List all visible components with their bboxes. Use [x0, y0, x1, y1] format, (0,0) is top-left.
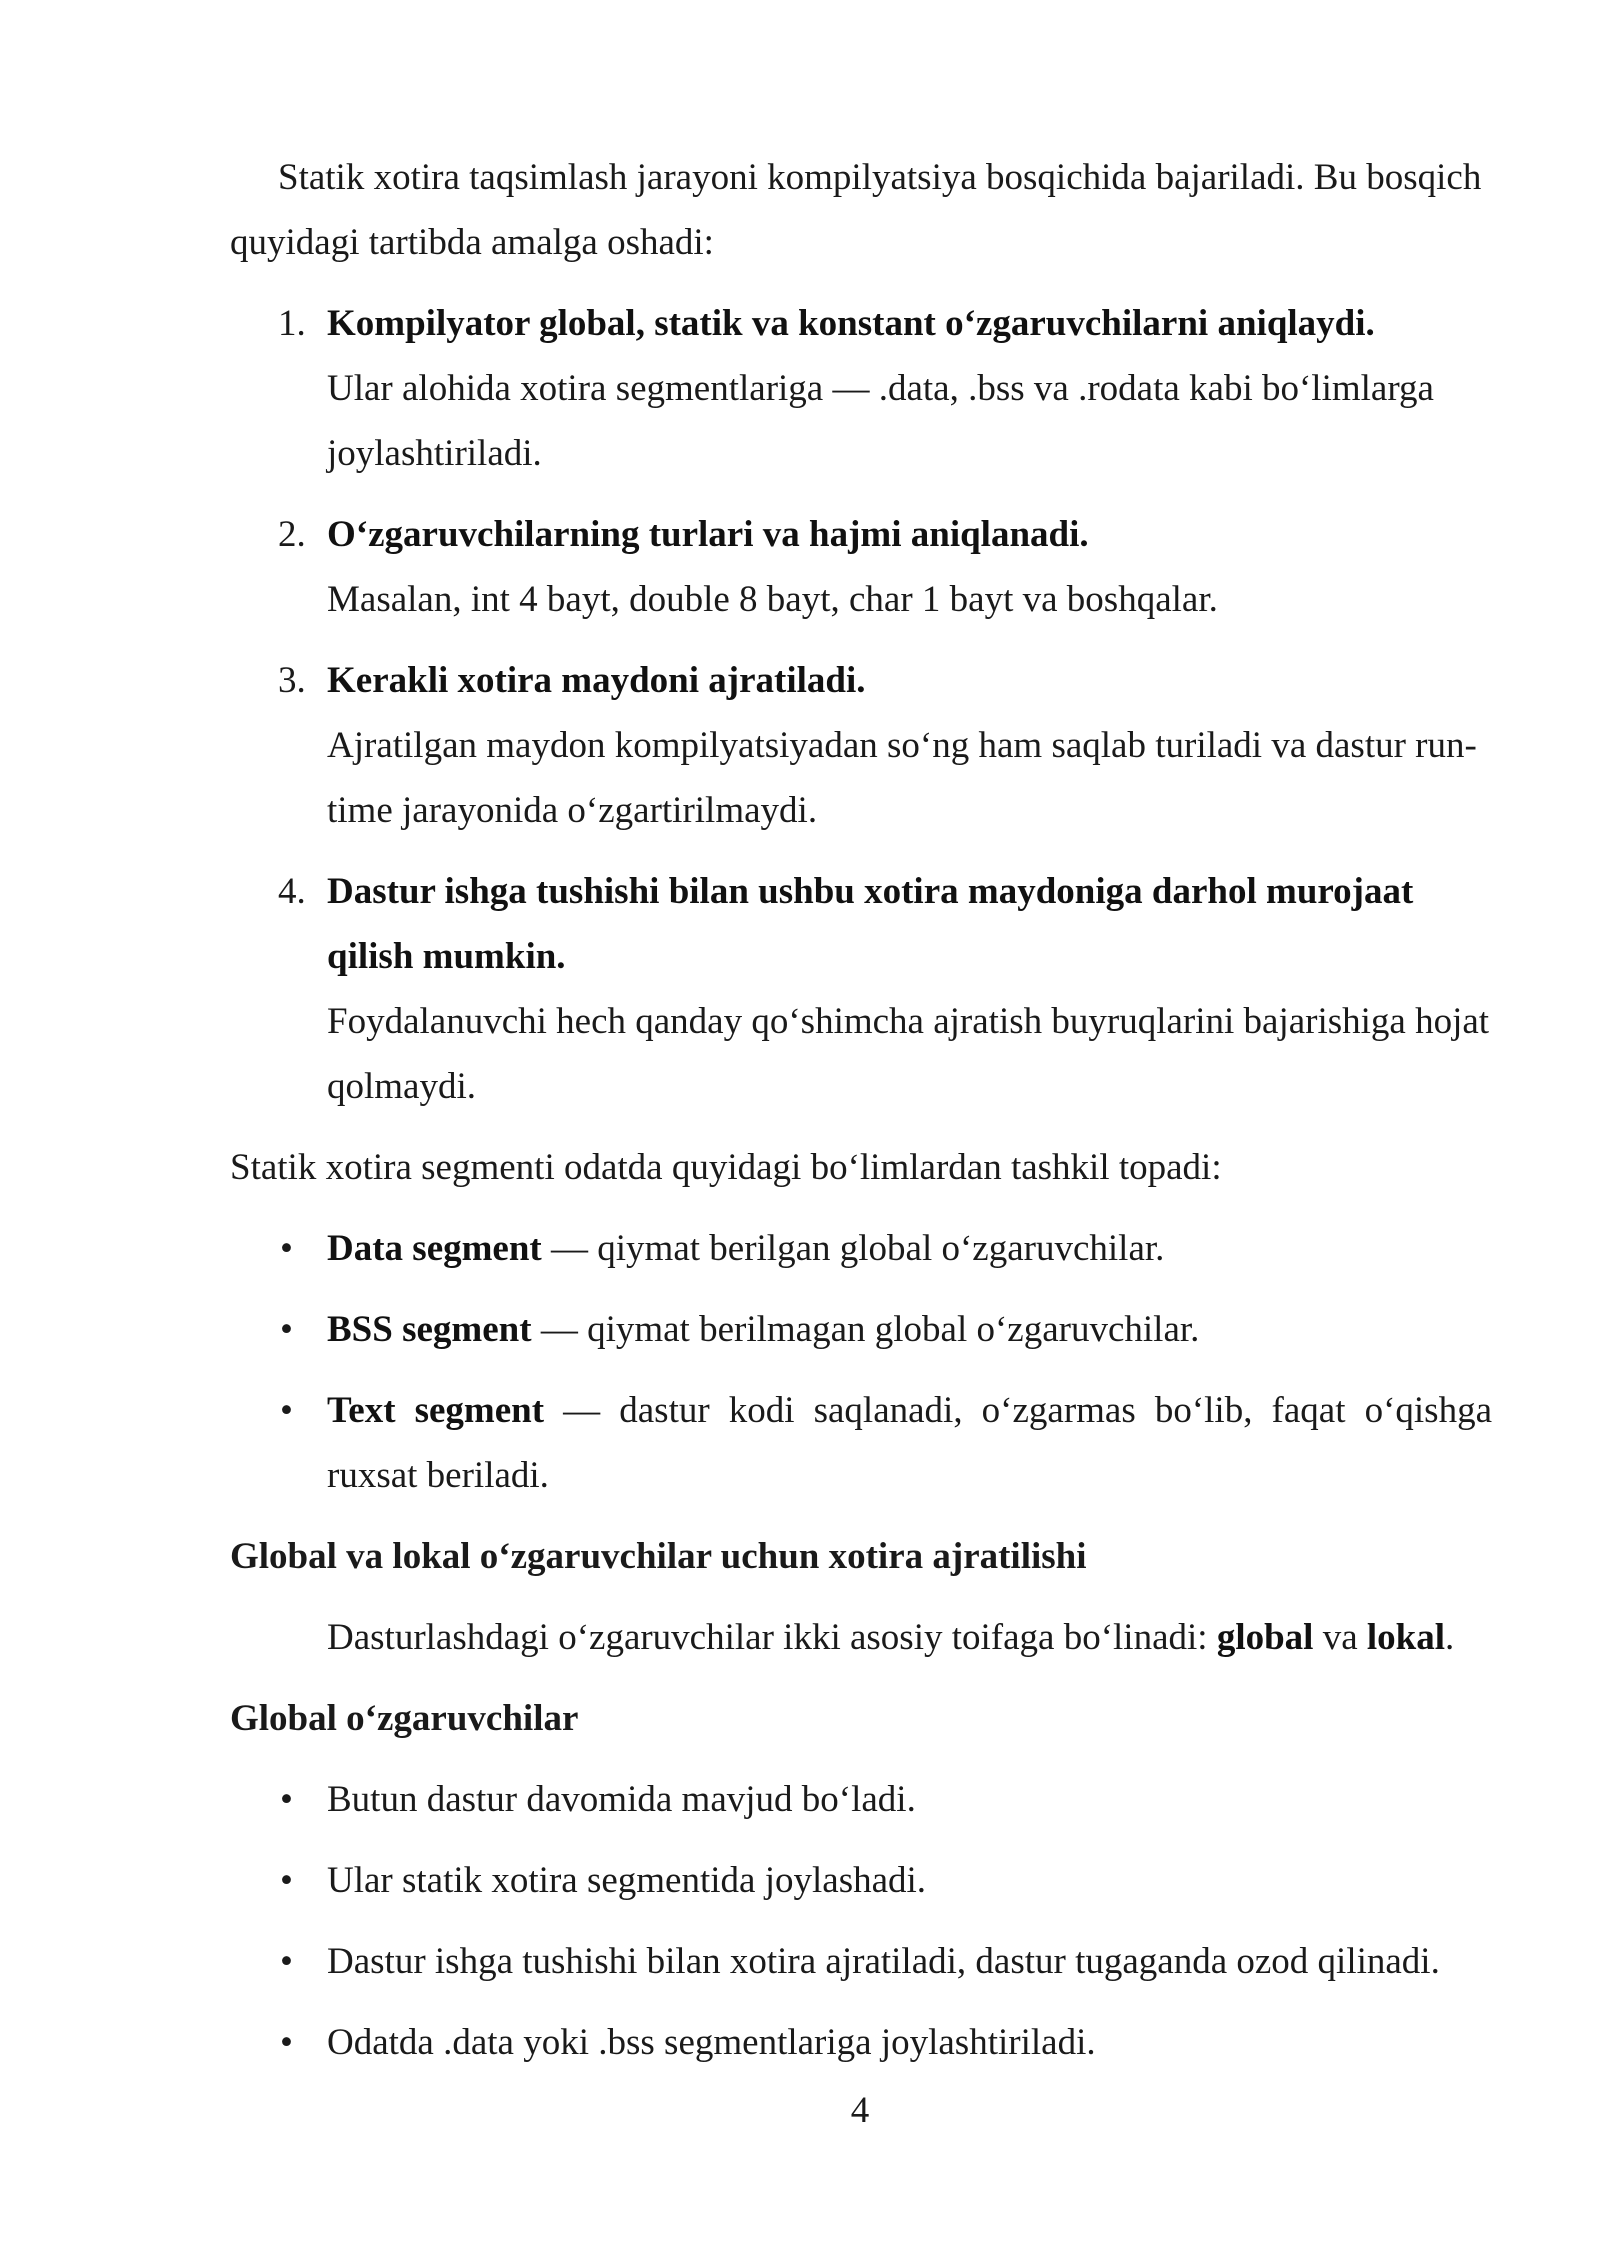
- bullet-icon: •: [280, 1390, 293, 1431]
- step-text: Foydalanuvchi hech qanday qo‘shimcha ajratish buyruqlarini bajarishiga hojat qolmaydi.: [327, 1001, 1490, 1107]
- segment-desc: — qiymat berilgan global o‘zgaruvchilar.: [541, 1228, 1165, 1269]
- global-bullet-item: [230, 2010, 1492, 2075]
- step-item: [230, 291, 1492, 486]
- segment-item: [230, 1297, 1492, 1362]
- step-title: Kerakli xotira maydoni ajratiladi.: [327, 660, 866, 701]
- segment-item: [230, 1378, 1492, 1508]
- classification-paragraph: [230, 1605, 1492, 1670]
- step-text: Masalan, int 4 bayt, double 8 bayt, char 1 bayt va boshqalar.: [327, 579, 1218, 620]
- document-page: [230, 145, 1492, 2075]
- step-number: 1.: [278, 303, 306, 344]
- segment-desc: — qiymat berilmagan global o‘zgaruvchilar.: [531, 1309, 1200, 1350]
- bullet-icon: •: [280, 1779, 293, 1820]
- segment-term: Text segment: [327, 1390, 545, 1431]
- bullet-icon: •: [280, 1309, 293, 1350]
- global-bullet-item: [230, 1767, 1492, 1832]
- step-title: Kompilyator global, statik va konstant o‘zgaruvchilarni aniqlaydi.: [327, 303, 1375, 344]
- term-lokal: lokal: [1366, 1617, 1446, 1658]
- classification-middle: va: [1313, 1617, 1367, 1658]
- section-heading-global: Global o‘zgaruvchilar: [230, 1698, 579, 1739]
- segment-item: [230, 1216, 1492, 1281]
- segment-term: Data segment: [327, 1228, 542, 1269]
- steps-list: [230, 291, 1492, 1119]
- global-bullet-item: [230, 1848, 1492, 1913]
- step-title: Dastur ishga tushishi bilan ushbu xotira maydoniga darhol murojaat qilish mumkin.: [327, 871, 1414, 977]
- bullet-icon: •: [280, 2022, 293, 2063]
- intro-paragraph: Statik xotira taqsimlash jarayoni kompilyatsiya bosqichida bajariladi. Bu bosqich quyidagi tartibda amalga oshadi:: [230, 157, 1482, 263]
- bullet-icon: •: [280, 1941, 293, 1982]
- step-item: [230, 859, 1492, 1119]
- bullet-icon: •: [280, 1228, 293, 1269]
- step-item: [230, 648, 1492, 843]
- global-bullet-text: Dastur ishga tushishi bilan xotira ajratiladi, dastur tugaganda ozod qilinadi.: [327, 1941, 1440, 1982]
- global-bullet-item: [230, 1929, 1492, 1994]
- step-text: Ular alohida xotira segmentlariga — .data, .bss va .rodata kabi bo‘limlarga joylashtiriladi.: [327, 368, 1434, 474]
- classification-suffix: .: [1445, 1617, 1455, 1658]
- section-heading-allocation: Global va lokal o‘zgaruvchilar uchun xotira ajratilishi: [230, 1536, 1087, 1577]
- segments-list: [230, 1216, 1492, 1508]
- step-text: Ajratilgan maydon kompilyatsiyadan so‘ng ham saqlab turiladi va dastur run-time jarayonida o‘zgartirilmaydi.: [327, 725, 1477, 831]
- step-number: 4.: [278, 871, 306, 912]
- classification-prefix: Dasturlashdagi o‘zgaruvchilar ikki asosiy toifaga bo‘linadi:: [327, 1617, 1217, 1658]
- step-item: [230, 502, 1492, 632]
- global-bullets-list: [230, 1767, 1492, 2075]
- step-number: 2.: [278, 514, 306, 555]
- page-number: 4: [850, 2090, 870, 2131]
- global-bullet-text: Butun dastur davomida mavjud bo‘ladi.: [327, 1779, 916, 1820]
- segment-term: BSS segment: [327, 1309, 532, 1350]
- step-title: O‘zgaruvchilarning turlari va hajmi aniqlanadi.: [327, 514, 1089, 555]
- segments-intro: Statik xotira segmenti odatda quyidagi bo‘limlardan tashkil topadi:: [230, 1147, 1222, 1188]
- term-global: global: [1216, 1617, 1314, 1658]
- bullet-icon: •: [280, 1860, 293, 1901]
- global-bullet-text: Odatda .data yoki .bss segmentlariga joylashtiriladi.: [327, 2022, 1096, 2063]
- segment-desc: — dastur kodi saqlanadi, o‘zgarmas bo‘lib, faqat o‘qishga ruxsat beriladi.: [327, 1390, 1492, 1496]
- step-number: 3.: [278, 660, 306, 701]
- global-bullet-text: Ular statik xotira segmentida joylashadi.: [327, 1860, 927, 1901]
